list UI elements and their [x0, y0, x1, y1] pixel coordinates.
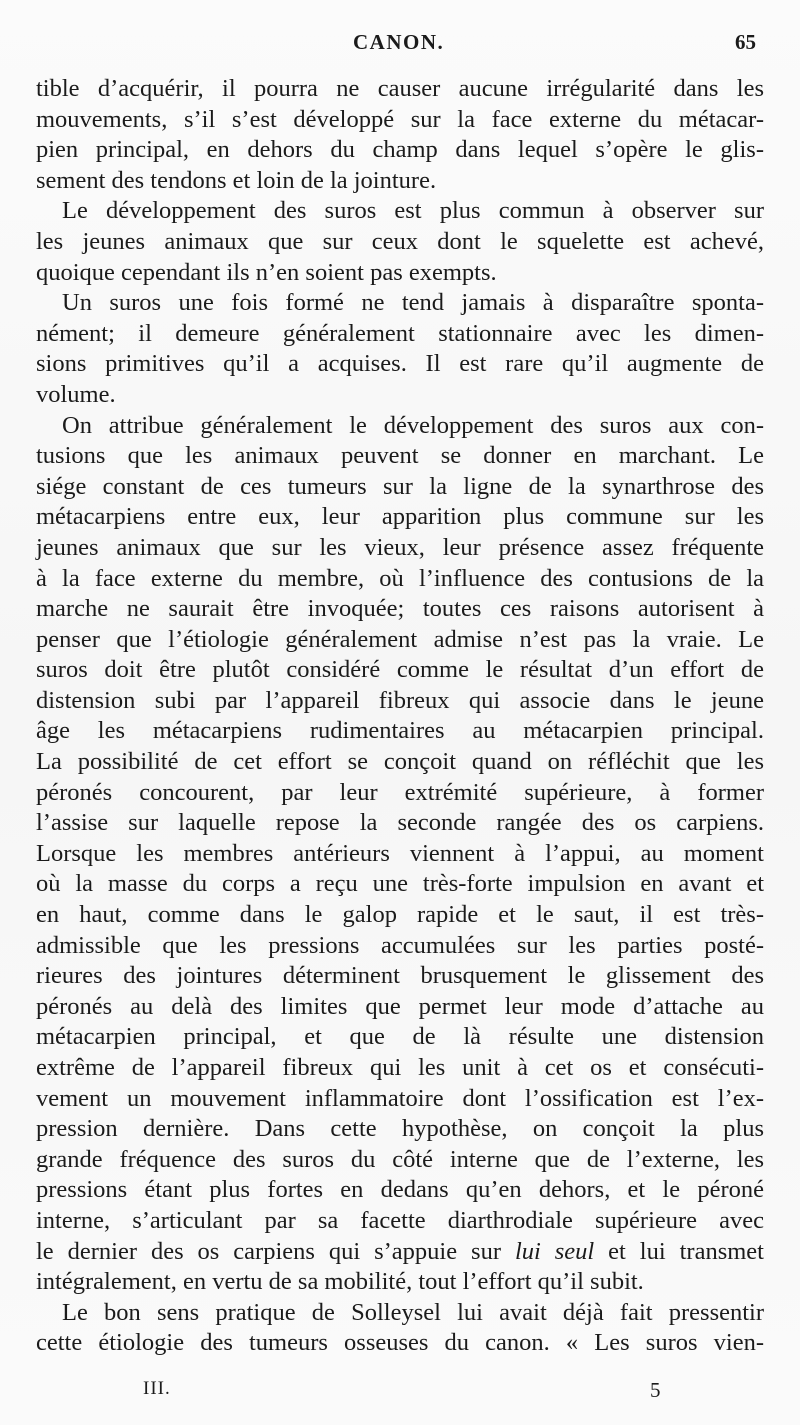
- text-line: sement des tendons et loin de la jointure.: [36, 166, 437, 194]
- text-line: intégralement, en vertu de sa mobilité, tout l’effort qu’il subit.: [36, 1268, 644, 1296]
- text-line: nément; il demeure généralement stationnaire avec les dimen-: [36, 319, 764, 347]
- text-line: distension subi par l’appareil fibreux qui associe dans le jeune: [36, 686, 764, 714]
- text-line: l’assise sur laquelle repose la seconde rangée des os carpiens.: [36, 809, 764, 837]
- text-line: admissible que les pressions accumulées sur les parties posté-: [36, 931, 764, 959]
- text-line: cette étiologie des tumeurs osseuses du canon. « Les suros vien-: [36, 1329, 764, 1357]
- text-line: métacarpien principal, et que de là résulte une distension: [36, 1023, 764, 1051]
- page-header: [0, 30, 800, 60]
- text-line: volume.: [36, 380, 116, 408]
- text-line: en haut, comme dans le galop rapide et le saut, il est très-: [36, 901, 764, 929]
- text-line: Le bon sens pratique de Solleysel lui avait déjà fait pressentir: [62, 1298, 764, 1326]
- text-line: suros doit être plutôt considéré comme le résultat d’un effort de: [36, 656, 764, 684]
- text-line: pression dernière. Dans cette hypothèse, on conçoit la plus: [36, 1115, 764, 1143]
- text-line: tusions que les animaux peuvent se donner en marchant. Le: [36, 442, 764, 470]
- text-run: le dernier des os carpiens qui s’appuie sur: [36, 1237, 515, 1265]
- text-line: rieures des jointures déterminent brusquement le glissement des: [36, 962, 764, 990]
- text-line: péronés concourent, par leur extrémité supérieure, à former: [36, 778, 764, 806]
- signature-mark-sheet: 5: [650, 1378, 661, 1402]
- body-text: [36, 74, 764, 1359]
- text-line: à la face externe du membre, où l’influence des contusions de la: [36, 564, 764, 592]
- text-line: pressions étant plus fortes en dedans qu’en dehors, et le péroné: [36, 1176, 764, 1204]
- text-line: Un suros une fois formé ne tend jamais à disparaître sponta-: [62, 289, 764, 317]
- text-line: [36, 1237, 764, 1268]
- text-line: vement un mouvement inflammatoire dont l’ossification est l’ex-: [36, 1084, 764, 1112]
- text-line: péronés au delà des limites que permet leur mode d’attache au: [36, 992, 764, 1020]
- text-line: mouvements, s’il s’est développé sur la face externe du métacar-: [36, 105, 764, 133]
- text-line: interne, s’articulant par sa facette diarthrodiale supérieure avec: [36, 1206, 764, 1234]
- page-footer: [0, 1378, 800, 1408]
- text-line: métacarpiens entre eux, leur apparition plus commune sur les: [36, 503, 764, 531]
- text-run: et lui transmet: [594, 1237, 764, 1265]
- italic-emphasis: lui seul: [514, 1237, 595, 1265]
- text-line: où la masse du corps a reçu une très-forte impulsion en avant et: [36, 870, 764, 898]
- text-line: siége constant de ces tumeurs sur la ligne de la synarthrose des: [36, 472, 764, 500]
- signature-mark-volume: III.: [143, 1378, 171, 1399]
- text-line: tible d’acquérir, il pourra ne causer aucune irrégularité dans les: [36, 75, 764, 102]
- text-line: jeunes animaux que sur les vieux, leur présence assez fréquente: [36, 533, 764, 561]
- page-number: 65: [735, 30, 756, 54]
- text-line: sions primitives qu’il a acquises. Il est rare qu’il augmente de: [36, 350, 764, 378]
- text-line: âge les métacarpiens rudimentaires au métacarpien principal.: [36, 717, 764, 745]
- text-line: marche ne saurait être invoquée; toutes ces raisons autorisent à: [36, 595, 764, 623]
- text-line: grande fréquence des suros du côté interne que de l’externe, les: [36, 1145, 764, 1173]
- text-line: Le développement des suros est plus commun à observer sur: [62, 197, 764, 225]
- text-line: La possibilité de cet effort se conçoit quand on réfléchit que les: [36, 748, 764, 776]
- running-title: CANON.: [353, 30, 445, 54]
- text-line: On attribue généralement le développement des suros aux con-: [62, 411, 764, 439]
- text-line: quoique cependant ils n’en soient pas exempts.: [36, 258, 497, 286]
- text-line: les jeunes animaux que sur ceux dont le squelette est achevé,: [36, 227, 764, 255]
- text-line: Lorsque les membres antérieurs viennent à l’appui, au moment: [36, 839, 764, 867]
- text-line: penser que l’étiologie généralement admise n’est pas la vraie. Le: [36, 625, 764, 653]
- text-line: pien principal, en dehors du champ dans lequel s’opère le glis-: [36, 136, 764, 164]
- text-line: extrême de l’appareil fibreux qui les unit à cet os et consécuti-: [36, 1054, 764, 1081]
